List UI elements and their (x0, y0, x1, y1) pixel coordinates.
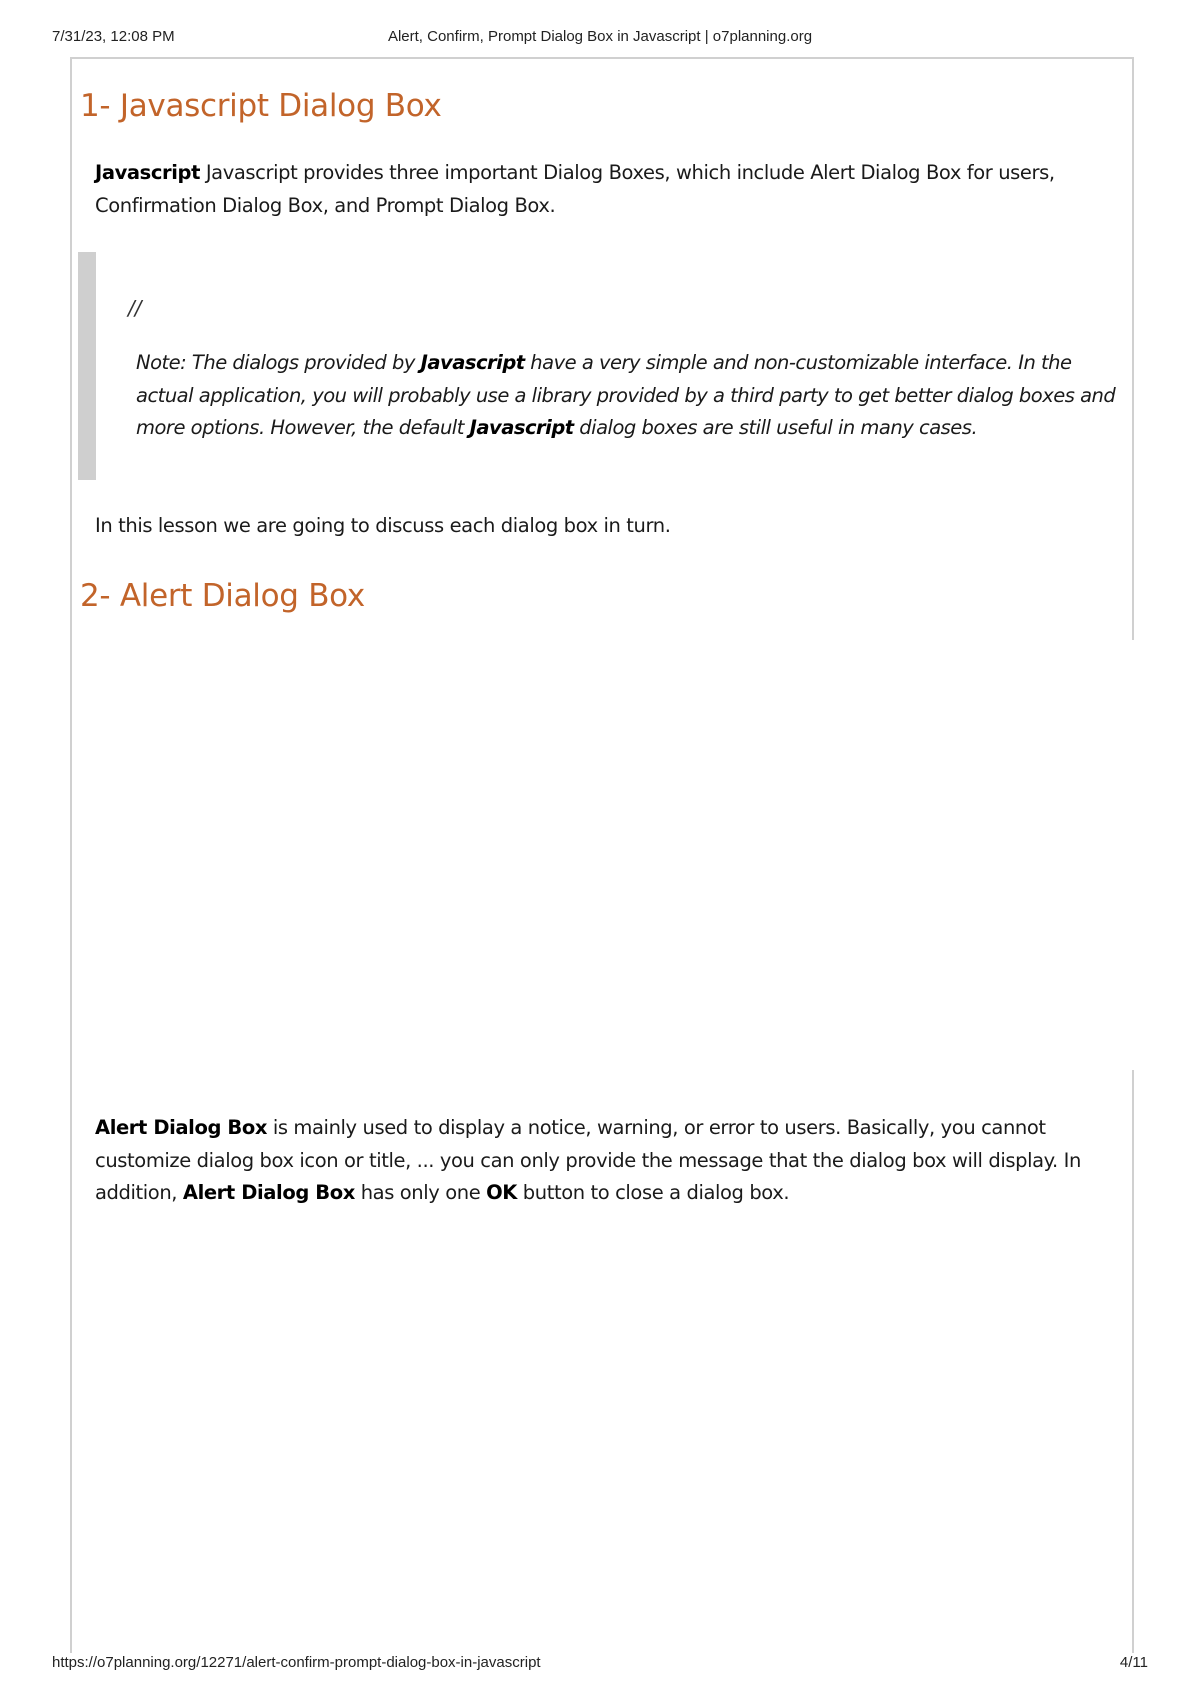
note-part-2: have a very simple and non-customizable interface. In the (524, 351, 1072, 374)
alert-description-paragraph (95, 1112, 1095, 1210)
intro-line-1: Javascript provides three important Dialog Boxes, which include Alert Dialog Box for users, (200, 161, 1055, 184)
print-page-title: Alert, Confirm, Prompt Dialog Box in Javascript | o7planning.org (387, 28, 813, 45)
blockquote-bar (78, 252, 96, 480)
note-part-4: more options. However, the default (136, 416, 470, 439)
alert-text-2: customize dialog box icon or title, ... you can only provide the message that the dialog box will display. In (95, 1148, 1081, 1172)
print-footer (0, 1654, 1200, 1674)
print-header (0, 28, 1200, 48)
section-heading-javascript-dialog-box: 1- Javascript Dialog Box (80, 88, 442, 124)
note-text (136, 347, 1166, 445)
frame-gap (1132, 640, 1136, 1070)
image-placeholder-blank (80, 640, 1120, 1070)
note-bold-javascript-1: Javascript (420, 351, 525, 374)
alert-text-4: has only one (354, 1181, 487, 1204)
note-part-1: Note: The dialogs provided by (136, 351, 421, 374)
print-datetime: 7/31/23, 12:08 PM (52, 28, 175, 45)
note-blockquote (78, 252, 1116, 480)
print-url[interactable]: https://o7planning.org/12271/alert-confirm-prompt-dialog-box-in-javascript (52, 1654, 541, 1671)
intro-bold-javascript: Javascript (95, 161, 201, 184)
alert-bold-1: Alert Dialog Box (95, 1116, 268, 1139)
alert-bold-ok: OK (486, 1181, 517, 1204)
intro-line-2: Confirmation Dialog Box, and Prompt Dialog Box. (95, 193, 556, 217)
alert-text-3: addition, (95, 1181, 183, 1204)
quote-mark-icon: // (128, 296, 142, 320)
print-page-number: 4/11 (1119, 1654, 1148, 1671)
lesson-intro-paragraph: In this lesson we are going to discuss each dialog box in turn. (95, 514, 671, 537)
alert-text-5: button to close a dialog box. (517, 1181, 790, 1204)
note-bold-javascript-2: Javascript (469, 416, 574, 439)
alert-bold-2: Alert Dialog Box (182, 1181, 355, 1204)
note-part-5: dialog boxes are still useful in many cases. (573, 416, 978, 439)
note-part-3: actual application, you will probably use a library provided by a third party to get better dialog boxes and (136, 383, 1116, 407)
alert-text-1: is mainly used to display a notice, warning, or error to users. Basically, you cannot (267, 1116, 1046, 1139)
intro-paragraph (95, 157, 1095, 222)
section-heading-alert-dialog-box: 2- Alert Dialog Box (80, 578, 365, 614)
